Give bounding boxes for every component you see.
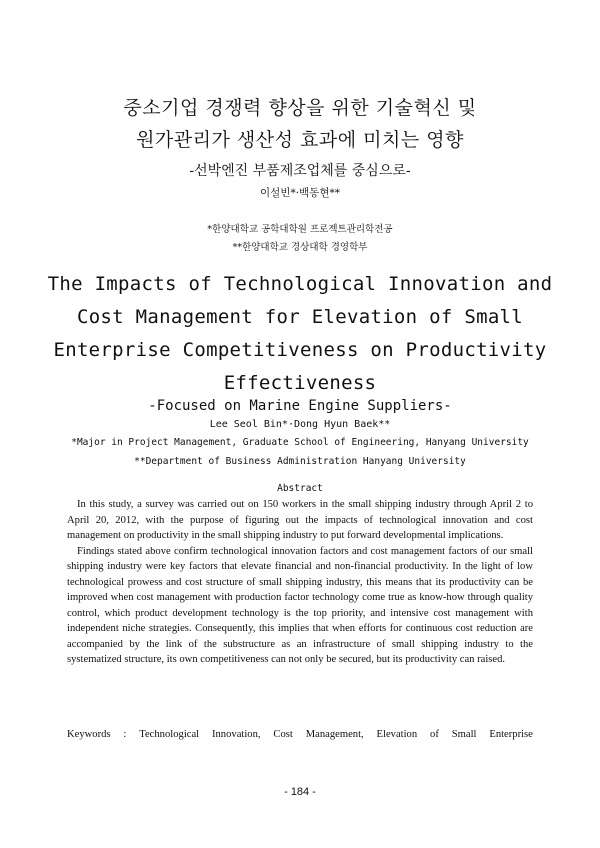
keyword: Cost (273, 729, 293, 740)
abstract-heading: Abstract (277, 483, 323, 494)
korean-title-line-2: 원가관리가 생산성 효과에 미치는 영향 (136, 129, 464, 151)
keyword: Elevation (376, 729, 418, 740)
english-title-line-2: Cost Management for Elevation of Small (76, 306, 524, 328)
english-subtitle: -Focused on Marine Engine Suppliers- (148, 398, 452, 414)
page-number: - 184 - (284, 786, 316, 798)
keyword: Technological (139, 729, 200, 740)
abstract-paragraph-1: In this study, a survey was carried out on 150 workers in the small shipping industry through April 2 to April 20, 2012, with the purpose of figuring out the impacts of technological innovation and cost management on productivity in the small shipping industry to put forward developmental implications. (67, 499, 533, 541)
keyword: Innovation, (211, 729, 261, 740)
keywords-label: Keywords (67, 729, 111, 740)
korean-affiliation-1: *한양대학교 공학대학원 프로젝트관리학전공 (207, 224, 393, 235)
abstract-paragraph-2: Findings stated above confirm technological innovation factors and cost management factors of our small shipping industry were key factors that elevate financial and non-financial productivity. In the light of low technological prowess and cost structure of small shipping industry, this means that its productivity can be improved when cost management with production factor technology come true as know-how through quality control, which product development technology is the top priority, and intensive cost management with independent niche strategies. Consequently, this implies that when efforts for continuous cost reduction are accompanied by the link of the substructure as an infrastructure of small shipping industry to the systematized structure, its own competitiveness can not only be secured, but its productivity can raised. (67, 545, 533, 665)
keywords-separator: : (123, 729, 127, 740)
korean-authors: 이설빈*·백동현** (260, 187, 340, 199)
keywords-line (67, 729, 533, 740)
keyword: Small (451, 729, 477, 740)
english-title-line-4: Effectiveness (223, 372, 377, 394)
keyword: Enterprise (489, 729, 533, 740)
korean-affiliation-2: **한양대학교 경상대학 경영학부 (232, 242, 368, 253)
korean-subtitle: -선박엔진 부품제조업체를 중심으로- (189, 163, 411, 179)
english-authors: Lee Seol Bin*·Dong Hyun Baek** (209, 419, 391, 430)
english-affiliation-1: *Major in Project Management, Graduate School of Engineering, Hanyang University (71, 437, 529, 448)
keyword: Management, (305, 729, 364, 740)
keyword: of (430, 729, 439, 740)
abstract-body (67, 497, 533, 668)
english-title-line-1: The Impacts of Technological Innovation and (47, 273, 553, 295)
english-affiliation-2: **Department of Business Administration Hanyang University (134, 456, 466, 467)
english-title-line-3: Enterprise Competitiveness on Productivity (53, 339, 547, 361)
korean-title-line-1: 중소기업 경쟁력 향상을 위한 기술혁신 및 (123, 97, 477, 119)
